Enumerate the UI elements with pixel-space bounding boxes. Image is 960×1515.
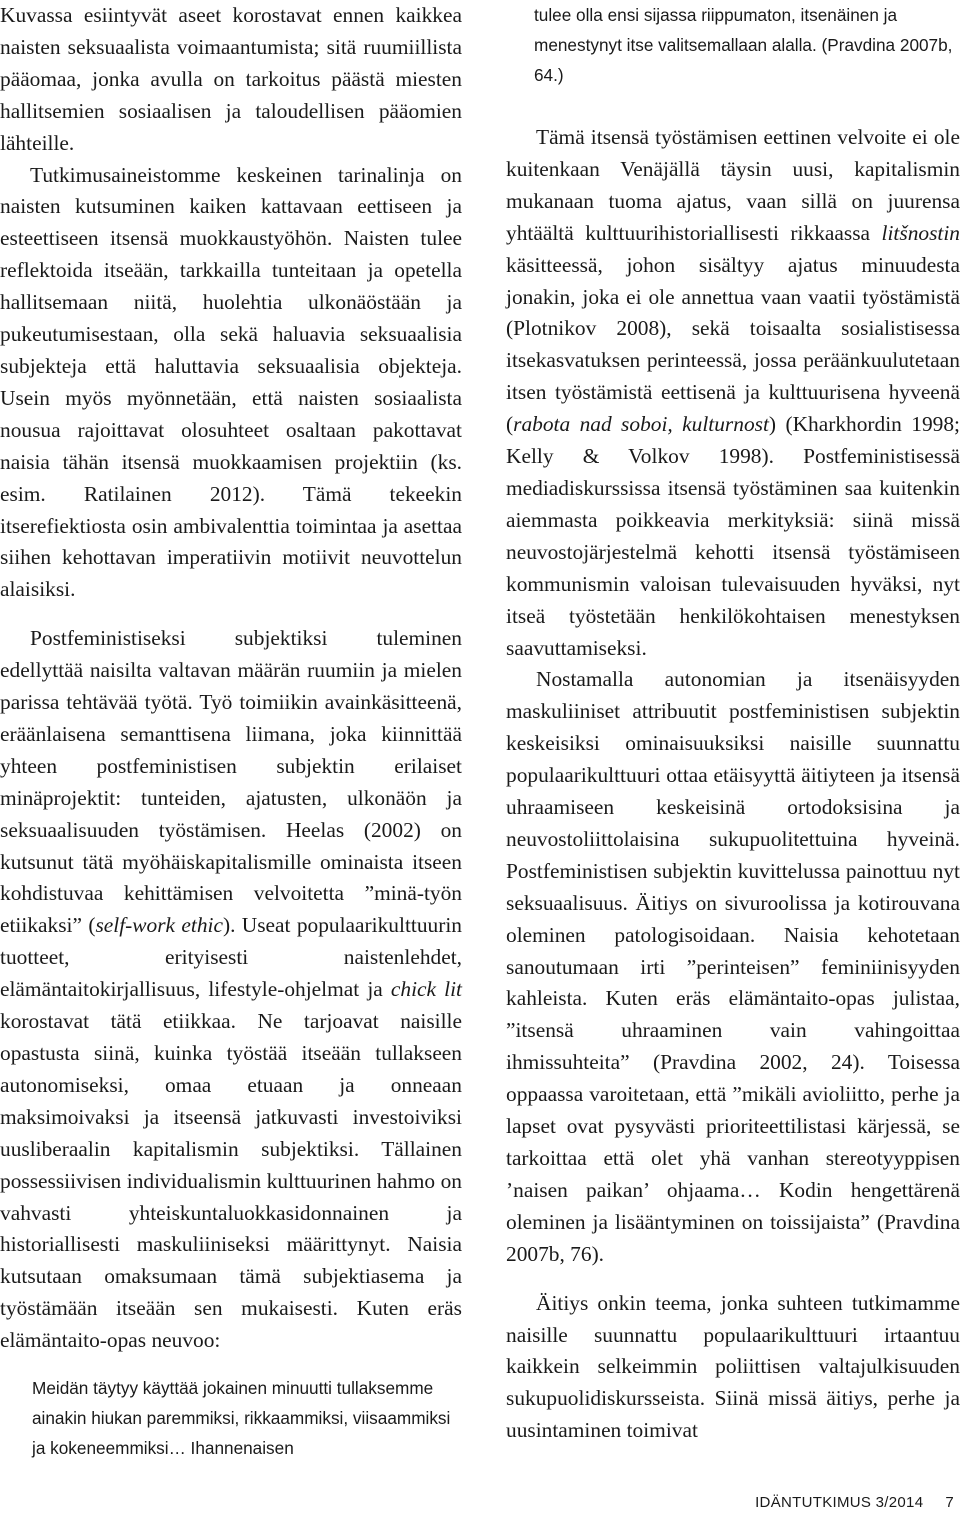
page-footer [755, 1494, 954, 1511]
p3-text-b: ). Useat populaarikulttuurin tuotteet, erityisesti naistenlehdet, elämäntaitokirjallisuus, lifestyle-ohjelmat ja [0, 913, 462, 1002]
page-number: 7 [945, 1494, 954, 1511]
journal-name: IDÄNTUTKIMUS 3/2014 [755, 1494, 924, 1511]
p4-italic-term: litšnostin [881, 220, 960, 245]
paragraph-4 [506, 122, 960, 664]
p4-italic-phrase: rabota nad soboi, kulturnost [513, 412, 769, 437]
right-column [506, 0, 960, 1447]
p3-italic-term: self-work ethic [95, 913, 223, 938]
paragraph-1: Kuvassa esiintyvät aseet korostavat ennen kaikkea naisten seksuaalista voimaantumista; sitä ruumiillista pääomaa, jonka avulla on tarkoitus päästä miesten hallitsemien sosiaalisen ja taloudellisen pääomien lähteille. [0, 3, 462, 155]
left-column [0, 0, 462, 1357]
paragraph-6: Äitiys onkin teema, jonka suhteen tutkimamme naisille suunnattu populaarikulttuuri irtaantuu kaikkein selkeimmin poliittisen valtajulkisuuden sukupuolidiskursseista. Siinä missä äitiys, perhe ja uusintaminen toimivat [506, 1290, 960, 1443]
p3-text-c: korostavat tätä etiikkaa. Ne tarjoavat naisille opastusta siinä, kuinka työstää itseään tullakseen autonomiseksi, omaa etuaan ja onneaan maksimoivaksi ja itseensä jatkuvasti investoiviksi uusliberaalin kapitalismin subjektiksi. Tällainen possessiivisen individualismin kulttuurinen hahmo on vahvasti yhteiskuntaluokkasidonnainen ja historiallisesti maskuliiniseksi määrittynyt. Naisia kutsutaan omaksumaan tämä subjektiasema ja työstämään itseään sen mukaisesti. Kuten eräs elämäntaito-opas neuvoo: [0, 1009, 462, 1353]
p4-text-a: Tämä itsensä työstämisen eettinen velvoite ei ole kuitenkaan Venäjällä täysin uusi, kapitalismin mukanaan tuoma ajatus, vaan sillä on juurensa yhtäältä kulttuurihistoriallisesti rikkaassa [506, 125, 960, 245]
p3-text-a: Postfeministiseksi subjektiksi tuleminen edellyttää naisilta valtavan määrän ruumiin ja mielen parissa tehtävää työtä. Työ toimiikin avainkäsitteenä, eräänlaisena semanttisena liimana, joka kiinnittää yhteen postfeministisen subjektin erilaiset minäprojektit: tunteiden, ajatusten, ulkonäön ja seksuaalisuuden työstämisen. Heelas (2002) on kutsunut tätä myöhäiskapitalismille ominaista itseen kohdistuvaa kehittämisen velvoitetta ”minä-työn etiikaksi” ( [0, 626, 462, 938]
paragraph-5: Nostamalla autonomian ja itsenäisyyden maskuliiniset attribuutit postfeministisen subjektin keskeisiksi ominaisuuksiksi naisille suunnattu populaarikulttuuri ottaa etäisyyttä äitiyteen ja itsensä uhraamiseen keskeisinä ortodoksisina ja neuvostoliittolaisina sukupuolitettuina hyveinä. Postfeministisen subjektin kuvittelussa painottuu nyt seksuaalisuus. Äitiys on sivuroolissa ja kotirouvana oleminen patologisoidaan. Naisia kehotetaan sanoutumaan irti ”perinteisen” feminiinisyyden kahleista. Kuten eräs elämäntaito-opas julistaa, ”itsensä uhraaminen vain vahingoittaa ihmissuhteita” (Pravdina 2002, 24). Toisessa oppaassa varoitetaan, että ”mikäli avioliitto, perhe ja lapset ovat pysyvästi prioriteettilistasi kärjessä, se tarkoittaa että olet yhä vanhan stereotyyppisen ’naisen paikan’ ohjaama… Kodin hengettärenä oleminen ja lisääntyminen on toissijaista” (Pravdina 2007b, 76). [506, 667, 960, 1266]
p3-italic-genre: chick lit [390, 977, 462, 1002]
block-quote-continued: tulee olla ensi sijassa riippumaton, itsenäinen ja menestynyt itse valitsemallaan alalla. (Pravdina 2007b, 64.) [534, 5, 953, 85]
block-quote: Meidän täytyy käyttää jokainen minuutti tullaksemme ainakin hiukan paremmiksi, rikkaammiksi, viisaammiksi ja kokeneemmiksi… Ihannenaisen [32, 1378, 451, 1458]
paragraph-2: Tutkimusaineistomme keskeinen tarinalinja on naisten kutsuminen kaiken kattavaan eettiseen ja esteettiseen itsensä muokkaustyöhön. Naisten tulee reflektoida itseään, tarkkailla tunteitaan ja opetella hallitsemaan niitä, huolehtia ulkonäöstään ja pukeutumisestaan, olla sekä haluavia seksuaalisia subjekteja että haluttavia seksuaalisia objekteja. Usein myös myönnetään, että naisten sosiaalista nousua rajoittavat olosuhteet osaltaan pakottavat naisia tähän itsensä muokkaamisen projektiin (ks. esim. Ratilainen 2012). Tämä tekeekin itserefiektiosta osin ambivalenttia toimintaa ja asettaa siihen kehottavan imperatiivin motiivit neuvottelun alaisiksi. [0, 162, 462, 602]
p4-text-c: ) (Kharkhordin 1998; Kelly & Volkov 1998). Postfeministisessä mediadiskurssissa itsensä työstäminen saa kuitenkin aiemmasta poikkeavia merkityksiä: siinä missä neuvostojärjestelmä kehotti itsensä työstämiseen kommunismin valoisan tulevaisuuden hyväksi, nyt itseä työstetään henkilökohtaisen menestyksen saavuttamiseksi. [506, 412, 960, 660]
paragraph-3 [0, 623, 462, 1357]
p4-text-b: käsitteessä, johon sisältyy ajatus minuudesta jonakin, joka ei ole annettua vaan vaatii työstämistä (Plotnikov 2008), sekä toisaalta sosialistisessa itsekasvatuksen perinteessä, jossa peräänkuulutetaan itsen työstämistä eettisenä ja kulttuurisena hyveenä ( [506, 252, 960, 437]
